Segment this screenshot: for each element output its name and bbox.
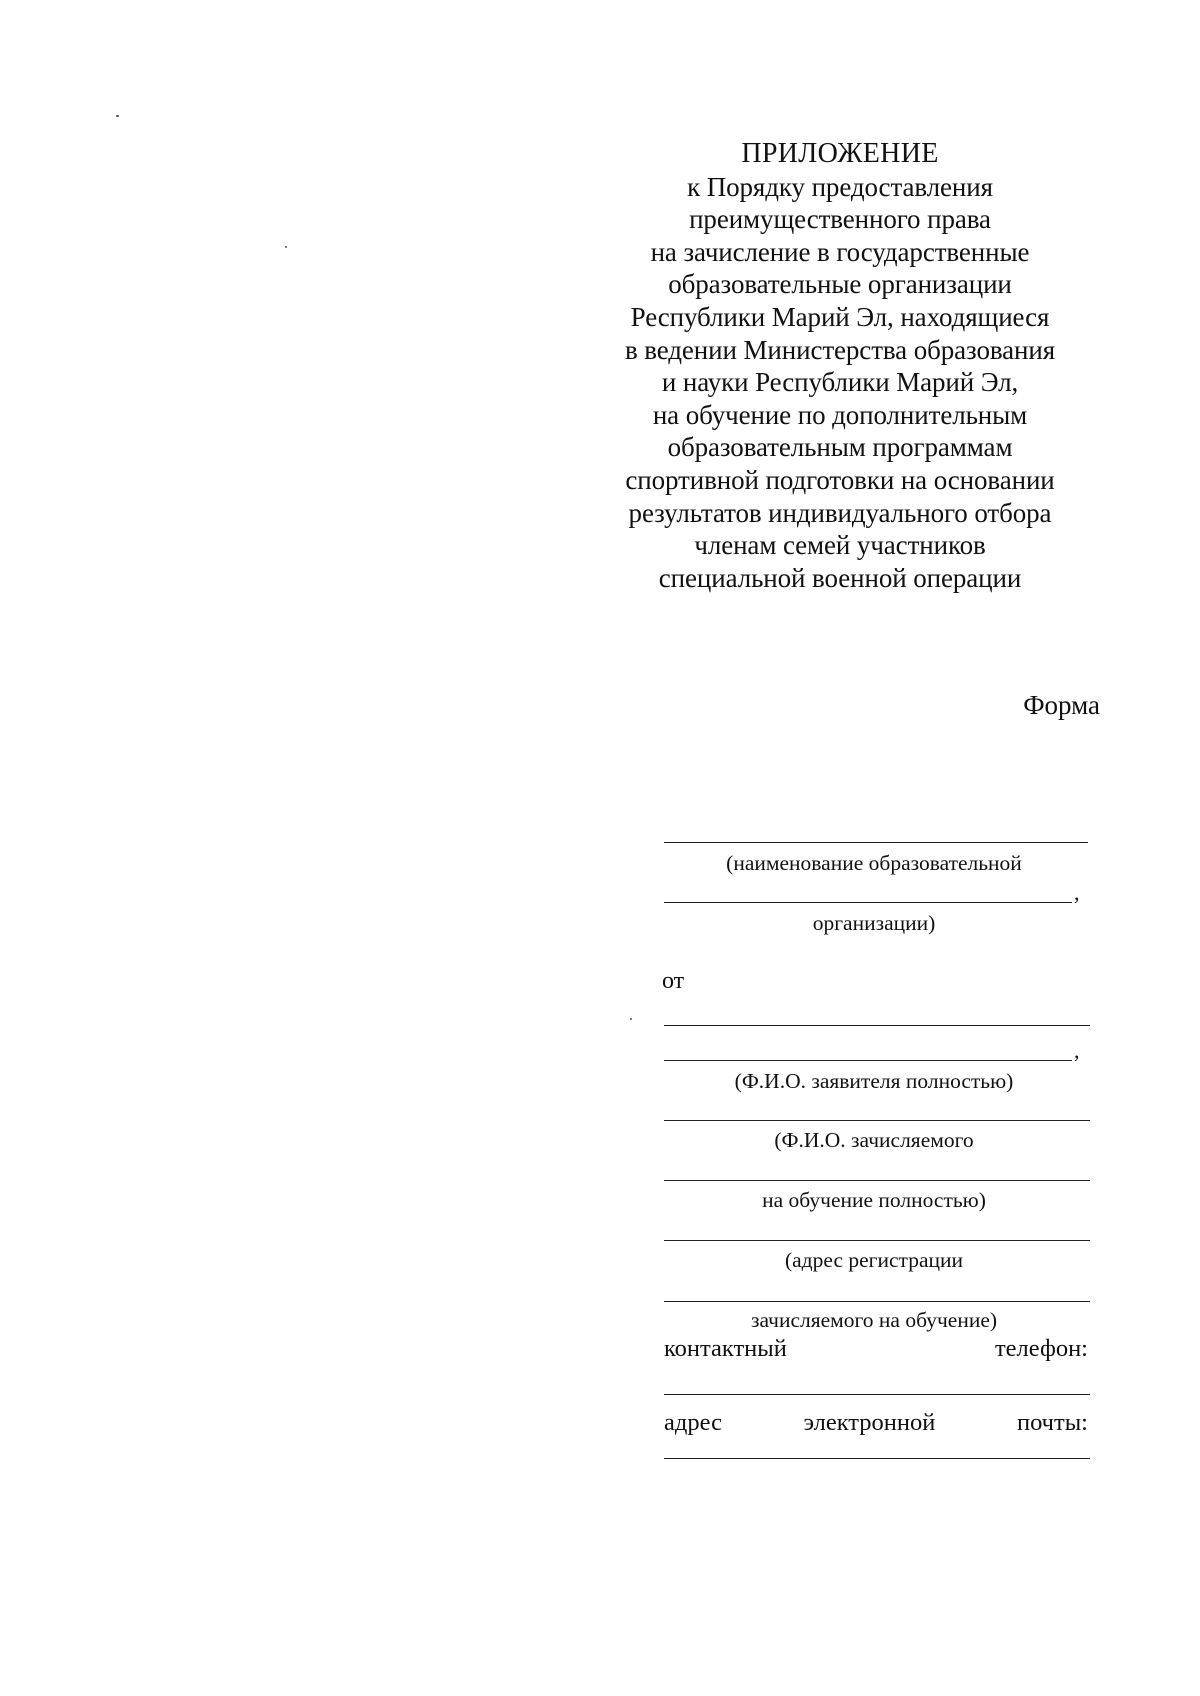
comma-mark: ,	[1074, 880, 1080, 905]
header-line: на зачисление в государственные	[650, 236, 1030, 267]
applicant-name-line-2[interactable]	[664, 1060, 1072, 1061]
header-line: образовательным программам	[667, 432, 1013, 463]
phone-label-row	[664, 1334, 1088, 1364]
email-label-word: адрес	[664, 1409, 722, 1436]
scan-speck	[285, 246, 287, 248]
address-caption-end: зачисляемого на обучение)	[750, 1308, 998, 1332]
org-name-line-2[interactable]	[664, 902, 1072, 903]
email-label-word: электронной	[803, 1409, 936, 1436]
org-name-caption: (наименование образовательной	[726, 851, 1022, 875]
phone-label-word: телефон:	[994, 1335, 1088, 1362]
phone-label-word: контактный	[664, 1335, 787, 1362]
email-line[interactable]	[664, 1458, 1090, 1459]
header-line: членам семей участников	[694, 530, 986, 561]
header-line: результатов индивидуального отбора	[628, 497, 1052, 528]
scan-speck	[630, 1018, 632, 1020]
header-line: образовательные организации	[668, 269, 1012, 300]
header-line: спортивной подготовки на основании	[625, 464, 1055, 495]
header-line: и науки Республики Марий Эл,	[661, 367, 1019, 398]
appendix-title: ПРИЛОЖЕНИЕ	[741, 138, 939, 169]
enrollee-name-line-1[interactable]	[664, 1120, 1090, 1121]
email-label-word: почты:	[1016, 1409, 1088, 1436]
org-name-caption-end: организации)	[812, 911, 936, 935]
address-line-1[interactable]	[664, 1240, 1090, 1241]
header-line: к Порядку предоставления	[687, 171, 993, 202]
address-caption: (адрес регистрации	[784, 1248, 963, 1272]
enrollee-caption: (Ф.И.О. зачисляемого	[774, 1128, 974, 1152]
header-line: в ведении Министерства образования	[624, 334, 1056, 365]
appendix-header	[580, 138, 1100, 594]
header-line: преимущественного права	[689, 204, 991, 235]
address-line-2[interactable]	[664, 1301, 1090, 1302]
enrollee-caption-end: на обучение полностью)	[762, 1188, 986, 1212]
form-label: Форма	[1023, 690, 1100, 720]
applicant-caption: (Ф.И.О. заявителя полностью)	[734, 1069, 1014, 1093]
phone-line[interactable]	[664, 1394, 1090, 1395]
applicant-name-line-1[interactable]	[664, 1025, 1090, 1026]
header-line: на обучение по дополнительным	[652, 399, 1028, 430]
from-label: от	[662, 968, 685, 994]
enrollee-name-line-2[interactable]	[664, 1180, 1090, 1181]
email-label-row	[664, 1408, 1088, 1438]
scan-speck	[116, 115, 119, 117]
header-line: Республики Марий Эл, находящиеся	[630, 301, 1050, 332]
comma-mark: ,	[1074, 1038, 1080, 1063]
org-name-line-1[interactable]	[664, 842, 1088, 843]
header-line: специальной военной операции	[658, 562, 1022, 593]
